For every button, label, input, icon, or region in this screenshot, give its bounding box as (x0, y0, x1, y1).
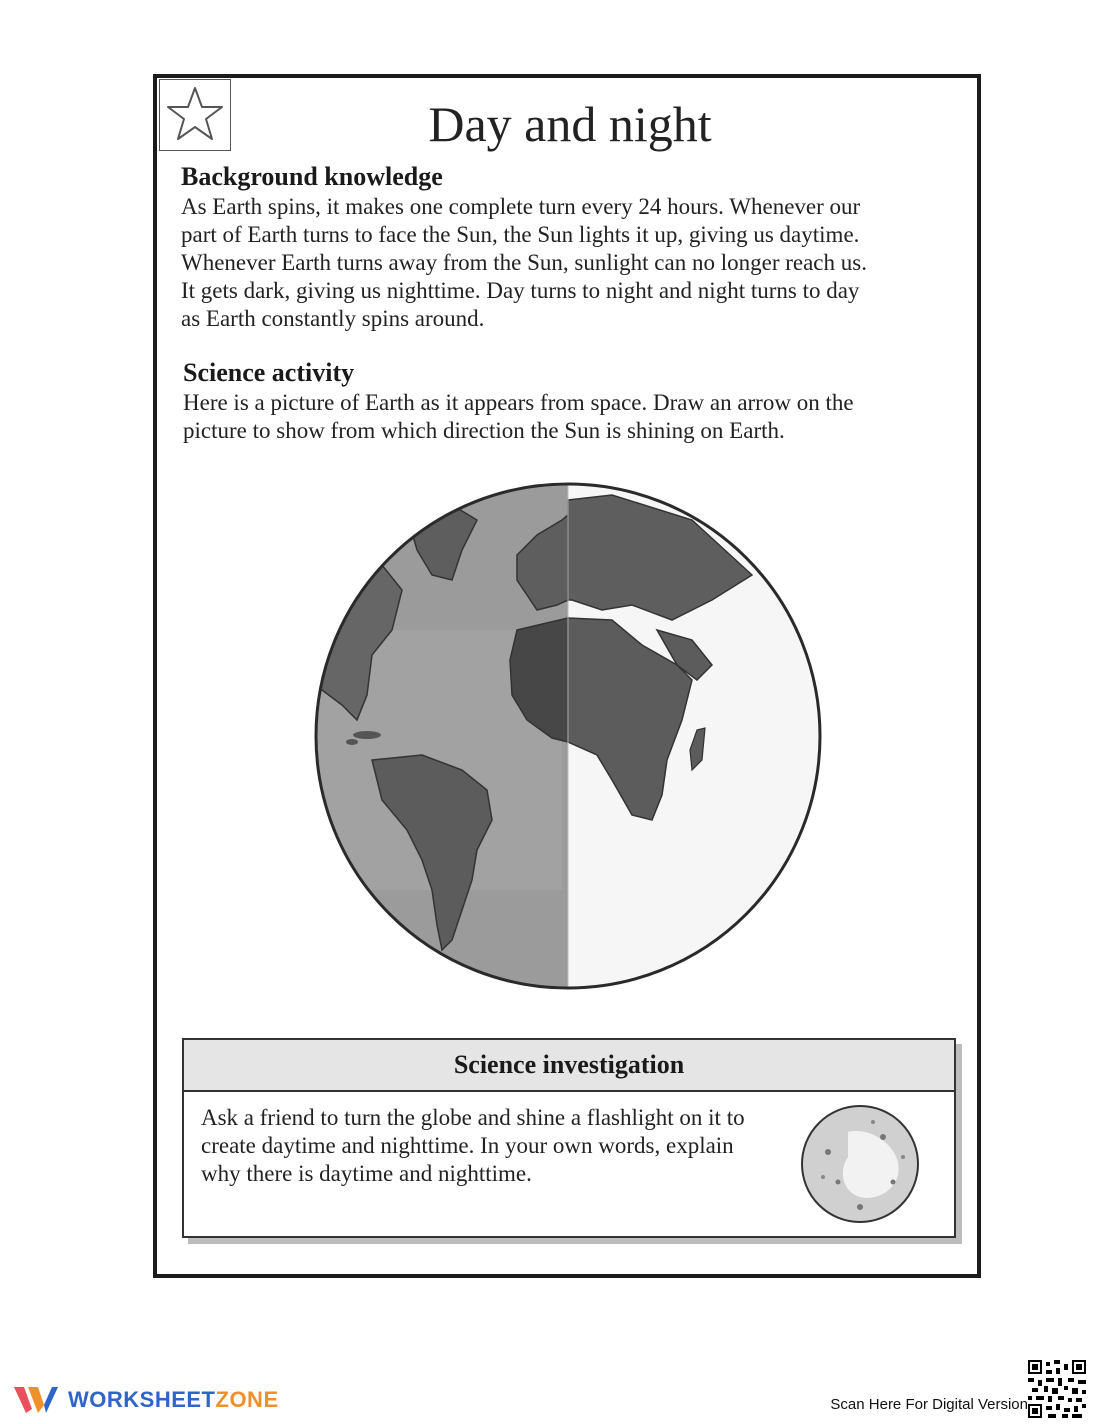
worksheetzone-logo-icon (12, 1383, 60, 1417)
activity-paragraph (183, 389, 963, 445)
page-title: Day and night (428, 96, 712, 152)
background-line: part of Earth turns to face the Sun, the Sun lights it up, giving us daytime. (181, 222, 860, 247)
qr-code-icon[interactable] (1028, 1360, 1086, 1418)
worksheetzone-logo[interactable] (12, 1382, 279, 1418)
background-line: as Earth constantly spins around. (181, 306, 485, 331)
scan-text: Scan Here For Digital Version (830, 1396, 1028, 1413)
background-line: As Earth spins, it makes one complete turn every 24 hours. Whenever our (181, 194, 861, 219)
investigation-line: Ask a friend to turn the globe and shine a flashlight on it to (201, 1105, 745, 1130)
investigation-line: create daytime and nighttime. In your own words, explain (201, 1133, 734, 1158)
earth-globe-illustration (312, 480, 824, 992)
background-heading: Background knowledge (181, 162, 443, 191)
star-icon (160, 80, 230, 150)
background-paragraph (181, 193, 961, 333)
investigation-paragraph (201, 1104, 791, 1188)
activity-line: picture to show from which direction the Sun is shining on Earth. (183, 418, 785, 443)
moon-globe-illustration (798, 1102, 922, 1226)
investigation-line: why there is daytime and nighttime. (201, 1161, 532, 1186)
investigation-box (182, 1038, 956, 1238)
star-box (159, 79, 231, 151)
worksheetzone-logo-text (68, 1387, 279, 1413)
background-line: Whenever Earth turns away from the Sun, sunlight can no longer reach us. (181, 250, 867, 275)
activity-line: Here is a picture of Earth as it appears from space. Draw an arrow on the (183, 390, 854, 415)
background-line: It gets dark, giving us nighttime. Day turns to night and night turns to day (181, 278, 860, 303)
logo-text-zone: ZONE (215, 1387, 279, 1412)
activity-heading: Science activity (183, 358, 355, 387)
logo-text-worksheet: WORKSHEET (68, 1387, 216, 1412)
investigation-heading: Science investigation (184, 1040, 954, 1092)
